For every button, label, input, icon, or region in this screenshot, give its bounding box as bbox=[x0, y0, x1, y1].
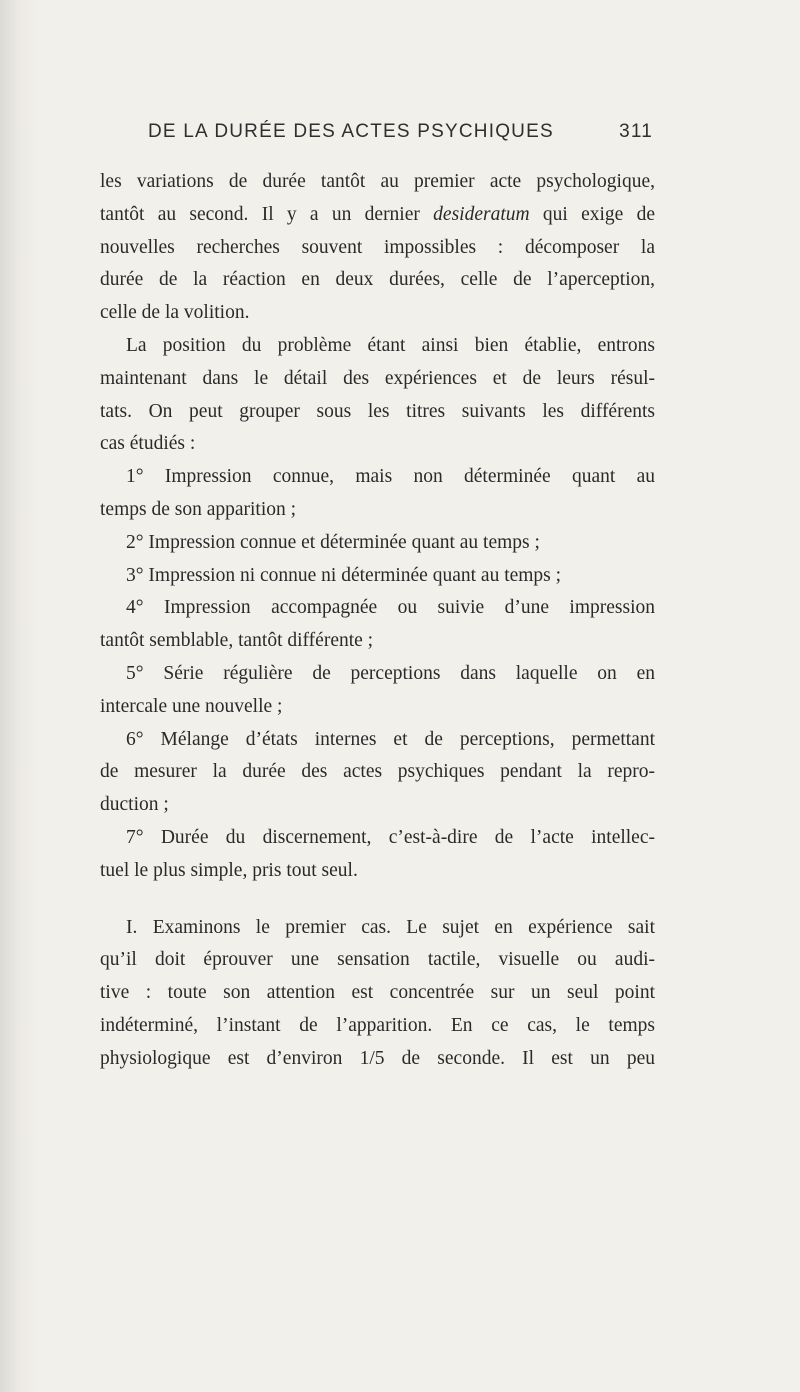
text-line: tantôt semblable, tantôt différente ; bbox=[100, 630, 374, 652]
text-line bbox=[100, 199, 655, 232]
running-head-title: DE LA DURÉE DES ACTES PSYCHIQUES bbox=[148, 121, 554, 142]
text-line: I. Examinons le premier cas. Le sujet en expérience sait bbox=[126, 916, 655, 938]
body-text bbox=[100, 166, 655, 1076]
page-number: 311 bbox=[619, 121, 653, 142]
text-line: cas étudiés : bbox=[100, 433, 196, 455]
text-line: tats. On peut grouper sous les titres suivants les différents bbox=[100, 400, 655, 422]
text-line: de mesurer la durée des actes psychiques pendant la repro- bbox=[100, 761, 655, 783]
text-line: nouvelles recherches souvent impossibles : décomposer la bbox=[100, 236, 655, 258]
text-segment: tantôt au second. Il y a un dernier bbox=[100, 203, 434, 225]
text-line: tive : toute son attention est concentrée sur un seul point bbox=[100, 982, 655, 1004]
text-line: temps de son apparition ; bbox=[100, 498, 297, 520]
text-line: La position du problème étant ainsi bien établie, entrons bbox=[126, 334, 655, 356]
text-line: 3° Impression ni connue ni déterminée quant au temps ; bbox=[126, 564, 562, 586]
text-line: les variations de durée tantôt au premier acte psychologique, bbox=[100, 171, 655, 192]
text-line: 5° Série régulière de perceptions dans laquelle on en bbox=[126, 662, 655, 684]
italic-term: desideratum bbox=[433, 203, 530, 225]
text-line: maintenant dans le détail des expériences et de leurs résul- bbox=[100, 367, 655, 389]
text-line: 4° Impression accompagnée ou suivie d’une impression bbox=[126, 597, 655, 619]
paragraph-gap bbox=[100, 888, 655, 912]
text-line: indéterminé, l’instant de l’apparition. En ce cas, le temps bbox=[100, 1014, 655, 1036]
text-line: 7° Durée du discernement, c’est-à-dire de l’acte intellec- bbox=[126, 826, 655, 848]
text-line: intercale une nouvelle ; bbox=[100, 695, 283, 717]
text-line: duction ; bbox=[100, 794, 169, 816]
text-line: physiologique est d’environ 1/5 de seconde. Il est un peu bbox=[100, 1047, 655, 1069]
text-line: 2° Impression connue et déterminée quant au temps ; bbox=[126, 531, 540, 553]
text-line: celle de la volition. bbox=[100, 302, 250, 324]
text-line: tuel le plus simple, pris tout seul. bbox=[100, 859, 358, 881]
running-head bbox=[148, 121, 653, 149]
text-line: 1° Impression connue, mais non déterminée quant au bbox=[126, 466, 655, 488]
text-line: qu’il doit éprouver une sensation tactile, visuelle ou audi- bbox=[100, 949, 655, 971]
text-segment: qui exige de bbox=[529, 203, 655, 225]
text-line: durée de la réaction en deux durées, celle de l’aperception, bbox=[100, 269, 655, 291]
text-line: 6° Mélange d’états internes et de perceptions, permettant bbox=[126, 728, 655, 750]
